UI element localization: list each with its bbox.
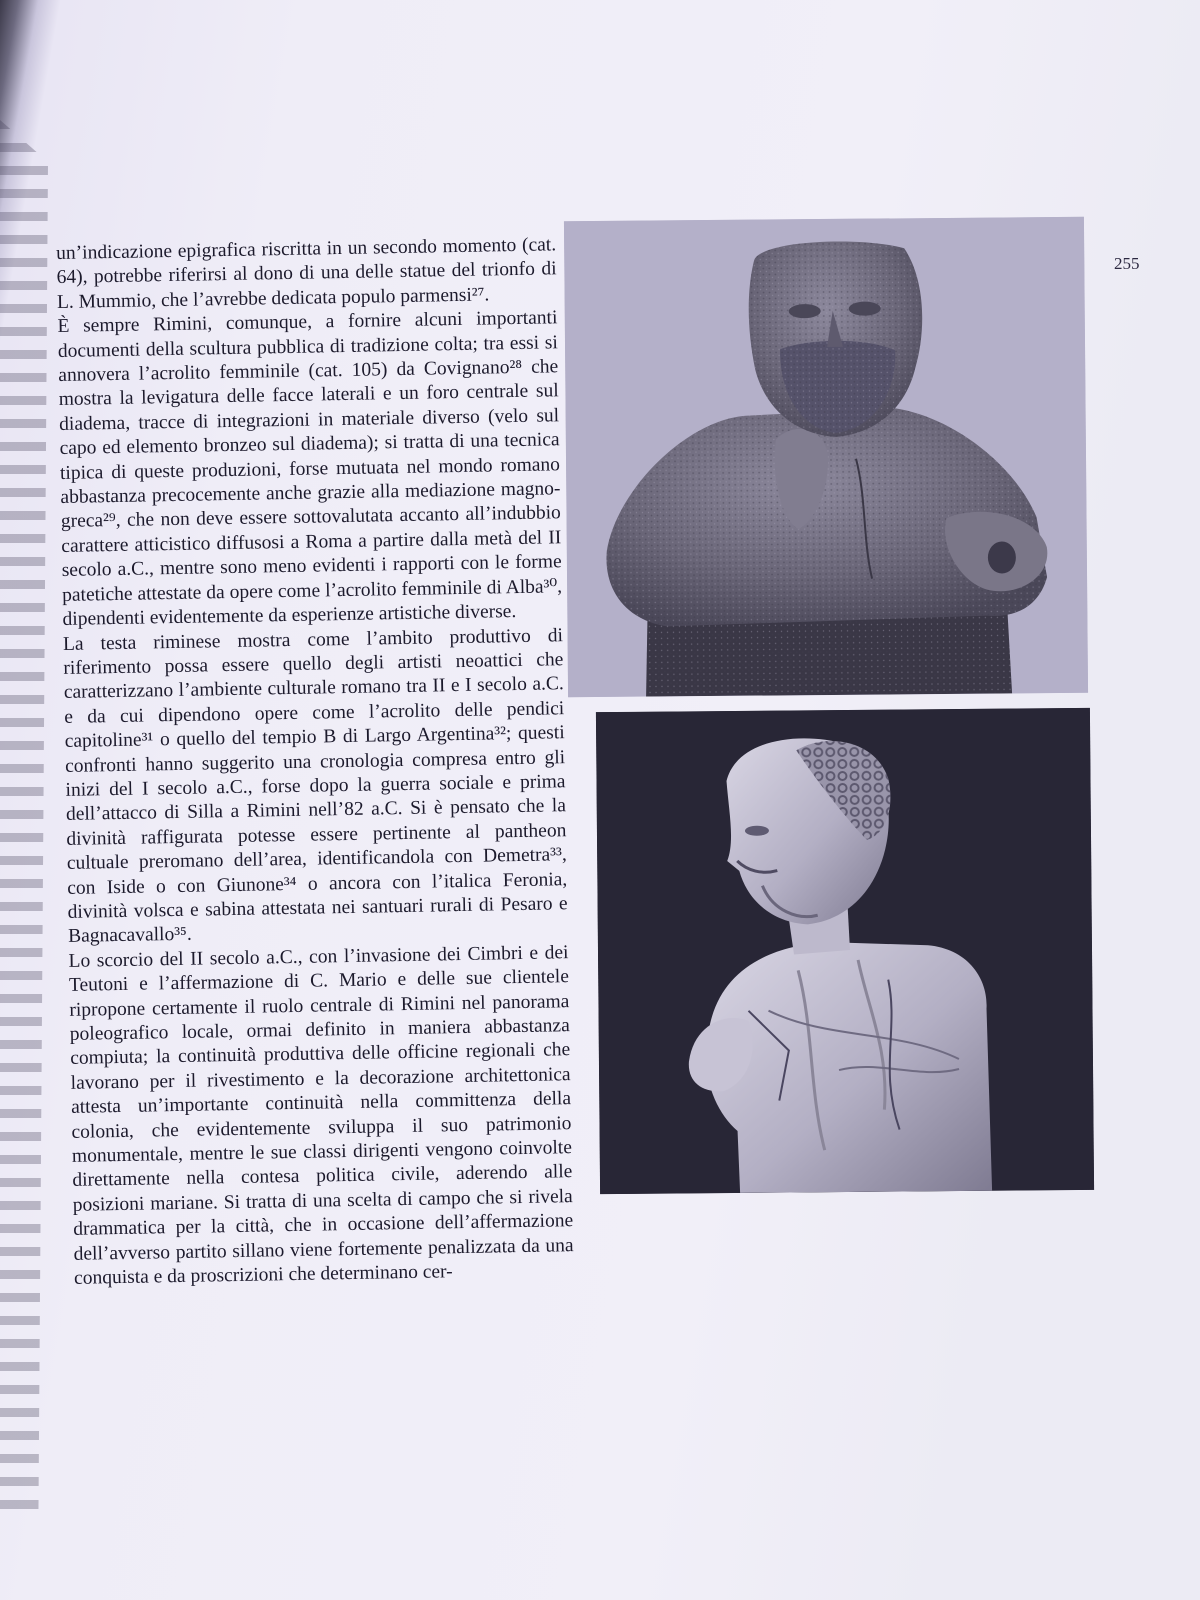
- stone-bust-figure: [564, 217, 1088, 698]
- page-number: 255: [1114, 254, 1140, 273]
- paragraph-3: La testa riminese mostra come l’ambito produttivo di riferimento possa essere quello degli artisti neoattici che caratterizzano l’ambiente culturale romano tra II e I secolo a.C. e da cui dipendono opere come l’acrolito delle pendici capitoline³¹ o quello del tempio B di Largo Argentina³²; questi confronti hanno suggerito una cronologia compresa entro gli inizi del I secolo a.C., forse dopo la guerra sociale e prima dell’attacco di Silla a Rimini nell’82 a.C. Si è pensato che la divinità raffigurata potesse essere pertinente al pantheon cultuale preromano dell’area, identificandola con Demetra³³, con Iside o con Giunone³⁴ o ancora con l’italica Feronia, divinità volsca e sabina attestata nei santuari rurali di Pesaro e Bagnacavallo³⁵.: [62, 624, 568, 948]
- body-text-column: [56, 233, 574, 1291]
- paragraph-4: Lo scorcio del II secolo a.C., con l’invasione dei Cimbri e dei Teutoni e l’affermazione di C. Mario e delle sue clientele ripropone certamente il ruolo centrale di Rimini nel panorama poleografico locale, ormai definito in maniera abbastanza compiuta; la continuità produttiva delle officine regionali che lavorano per il rivestimento e la decorazione architettonica attesta un’importante continuità nella committenza della colonia, che evidentemente sviluppa il suo patrimonio monumentale, mentre le sue classi dirigenti vengono coinvolte direttamente nella contesa politica civile, aderendo alle posizioni mariane. Si tratta di una scelta di campo che si rivela drammatica per la città, che in occasione dell’affermazione dell’avverso partito sillano viene fortemente penalizzata da una conquista e da proscrizioni che determinano cer-: [68, 941, 574, 1289]
- previous-page-edge: [0, 120, 48, 1520]
- stone-bust-image: [564, 217, 1088, 698]
- marble-statue-image: [596, 708, 1094, 1194]
- marble-statue-figure: [596, 708, 1094, 1194]
- paragraph-2: È sempre Rimini, comunque, a fornire alcuni importanti documenti della scultura pubblica di tradizione colta; tra essi si annovera l’acrolito femminile (cat. 105) da Covignano²⁸ che mostra la levigatura delle facce laterali e un foro centrale sul diadema, tracce di integrazioni in materiale diverso (velo sul capo ed elemento bronzeo sul diadema); si tratta di una tecnica tipica di queste produzioni, forse mutuata nel mondo romano abbastanza precocemente anche grazie alla mediazione magno-greca²⁹, che non deve essere sottovalutata accanto all’indubbio carattere atticistico diffusosi a Roma a partire dalla metà del II secolo a.C., mentre sono meno evidenti i rapporti con le forme patetiche attestate da opere come l’acrolito femminile di Alba³⁰, dipendenti evidentemente da esperienze artistiche diverse.: [57, 307, 563, 631]
- paragraph-1: un’indicazione epigrafica riscritta in un secondo momento (cat. 64), potrebbe riferirsi al dono di una delle statue del trionfo di L. Mummio, che l’avrebbe dedicata populo parmensi²⁷.: [56, 234, 557, 313]
